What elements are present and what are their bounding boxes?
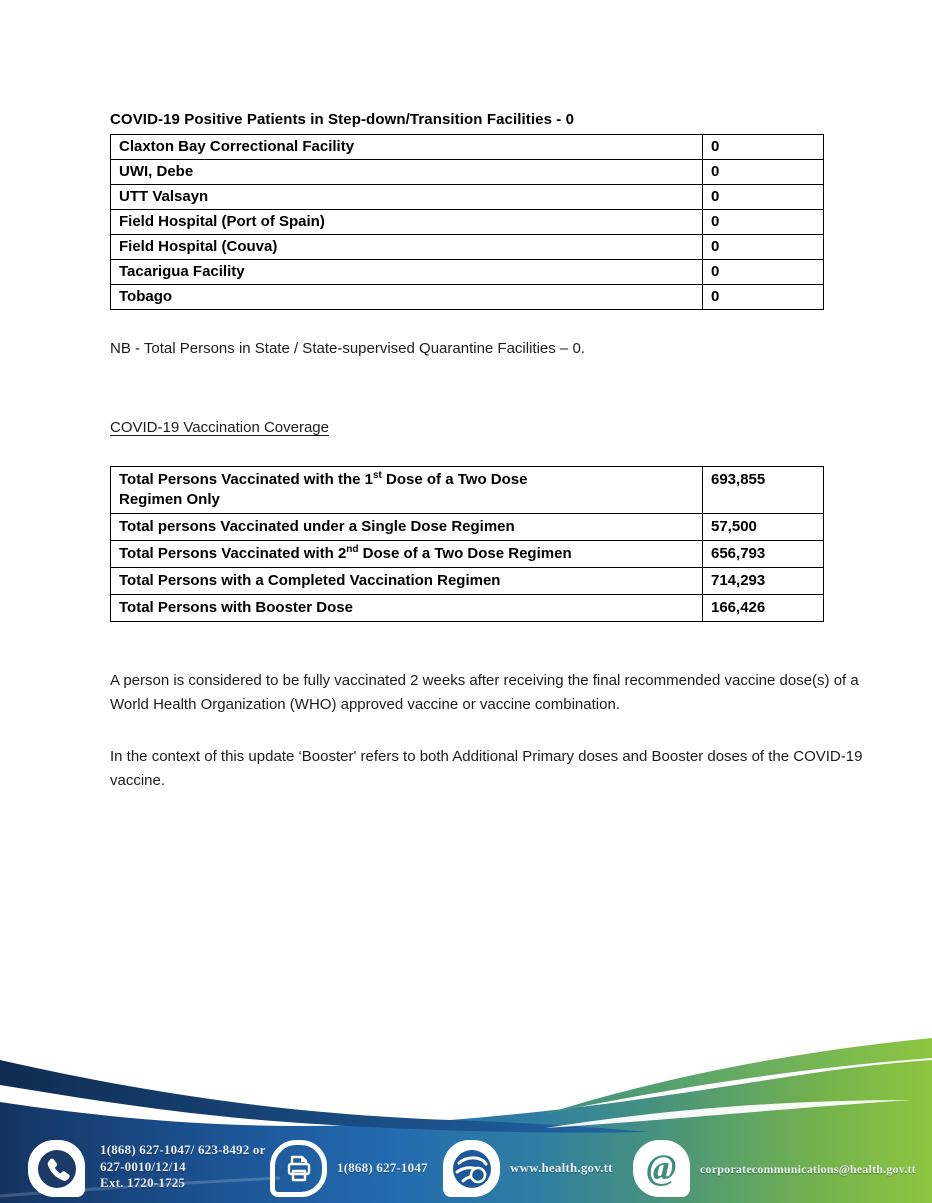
table-row bbox=[111, 568, 824, 595]
metric-text: Total Persons with Booster Dose bbox=[119, 599, 353, 616]
metric-text: Dose of a Two Dose Regimen bbox=[358, 545, 572, 562]
footer-banner bbox=[0, 1030, 932, 1203]
vaccination-coverage-heading: COVID-19 Vaccination Coverage bbox=[110, 419, 329, 436]
phone-numbers bbox=[100, 1142, 266, 1192]
fax-icon bbox=[270, 1140, 327, 1197]
table-row bbox=[111, 541, 824, 568]
stepdown-facilities-table bbox=[110, 134, 824, 310]
nb-quarantine-note: NB - Total Persons in State / State-supervised Quarantine Facilities – 0. bbox=[110, 340, 585, 357]
facility-count: 0 bbox=[703, 235, 824, 260]
vaccination-metric bbox=[111, 568, 703, 595]
vaccination-metric bbox=[111, 595, 703, 622]
fully-vaccinated-definition: A person is considered to be fully vaccinated 2 weeks after receiving the final recommended vaccine dose(s) of a World Health Organization (WHO) approved vaccine or vaccine combination. bbox=[110, 672, 859, 713]
metric-text: Dose of a Two Dose bbox=[381, 471, 528, 488]
document-body bbox=[110, 0, 866, 792]
facility-name: Tobago bbox=[111, 285, 703, 310]
metric-text: Total Persons Vaccinated with the 1 bbox=[119, 471, 373, 488]
at-symbol: @ bbox=[646, 1146, 677, 1187]
table-row bbox=[111, 185, 824, 210]
vaccination-count: 693,855 bbox=[703, 467, 824, 514]
vaccination-count: 656,793 bbox=[703, 541, 824, 568]
website-url: www.health.gov.tt bbox=[510, 1160, 613, 1175]
facility-count: 0 bbox=[703, 160, 824, 185]
table-row bbox=[111, 595, 824, 622]
facility-count: 0 bbox=[703, 185, 824, 210]
facility-count: 0 bbox=[703, 285, 824, 310]
phone-line: 1(868) 627-1047/ 623-8492 or bbox=[100, 1142, 266, 1157]
table-row bbox=[111, 514, 824, 541]
facility-name: Field Hospital (Port of Spain) bbox=[111, 210, 703, 235]
table-row bbox=[111, 260, 824, 285]
vaccination-count: 57,500 bbox=[703, 514, 824, 541]
vaccination-metric bbox=[111, 514, 703, 541]
phone-line: Ext. 1720-1725 bbox=[100, 1175, 186, 1190]
facility-count: 0 bbox=[703, 260, 824, 285]
vaccination-count: 166,426 bbox=[703, 595, 824, 622]
stepdown-table-title: COVID-19 Positive Patients in Step-down/Transition Facilities - 0 bbox=[110, 111, 575, 128]
table-row bbox=[111, 160, 824, 185]
facility-name: UWI, Debe bbox=[111, 160, 703, 185]
metric-text: Total Persons Vaccinated with 2 bbox=[119, 545, 347, 562]
facility-name: Claxton Bay Correctional Facility bbox=[111, 135, 703, 160]
metric-text-line2: Regimen Only bbox=[119, 491, 220, 508]
table-row bbox=[111, 210, 824, 235]
phone-line: 627-0010/12/14 bbox=[100, 1158, 186, 1174]
facility-name: Tacarigua Facility bbox=[111, 260, 703, 285]
vaccination-metric bbox=[111, 467, 703, 514]
facility-name: Field Hospital (Couva) bbox=[111, 235, 703, 260]
table-row bbox=[111, 135, 824, 160]
phone-icon bbox=[28, 1140, 85, 1197]
facility-name: UTT Valsayn bbox=[111, 185, 703, 210]
table-row bbox=[111, 467, 824, 514]
email-icon bbox=[633, 1140, 690, 1197]
vaccination-coverage-table bbox=[110, 466, 824, 622]
vaccination-metric bbox=[111, 541, 703, 568]
booster-definition: In the context of this update ‘Booster' refers to both Additional Primary doses and Booster doses of the COVID-19 vaccine. bbox=[110, 748, 863, 789]
ordinal-superscript: nd bbox=[346, 544, 359, 555]
table-row bbox=[111, 285, 824, 310]
facility-count: 0 bbox=[703, 135, 824, 160]
facility-count: 0 bbox=[703, 210, 824, 235]
globe-icon bbox=[443, 1140, 500, 1197]
email-address: corporatecommunications@health.gov.tt bbox=[700, 1162, 916, 1176]
metric-text: Total Persons with a Completed Vaccination Regimen bbox=[119, 572, 501, 589]
table-row bbox=[111, 235, 824, 260]
fax-number: 1(868) 627-1047 bbox=[337, 1160, 428, 1175]
metric-text: Total persons Vaccinated under a Single Dose Regimen bbox=[119, 518, 515, 535]
vaccination-count: 714,293 bbox=[703, 568, 824, 595]
ordinal-superscript: st bbox=[372, 470, 382, 481]
